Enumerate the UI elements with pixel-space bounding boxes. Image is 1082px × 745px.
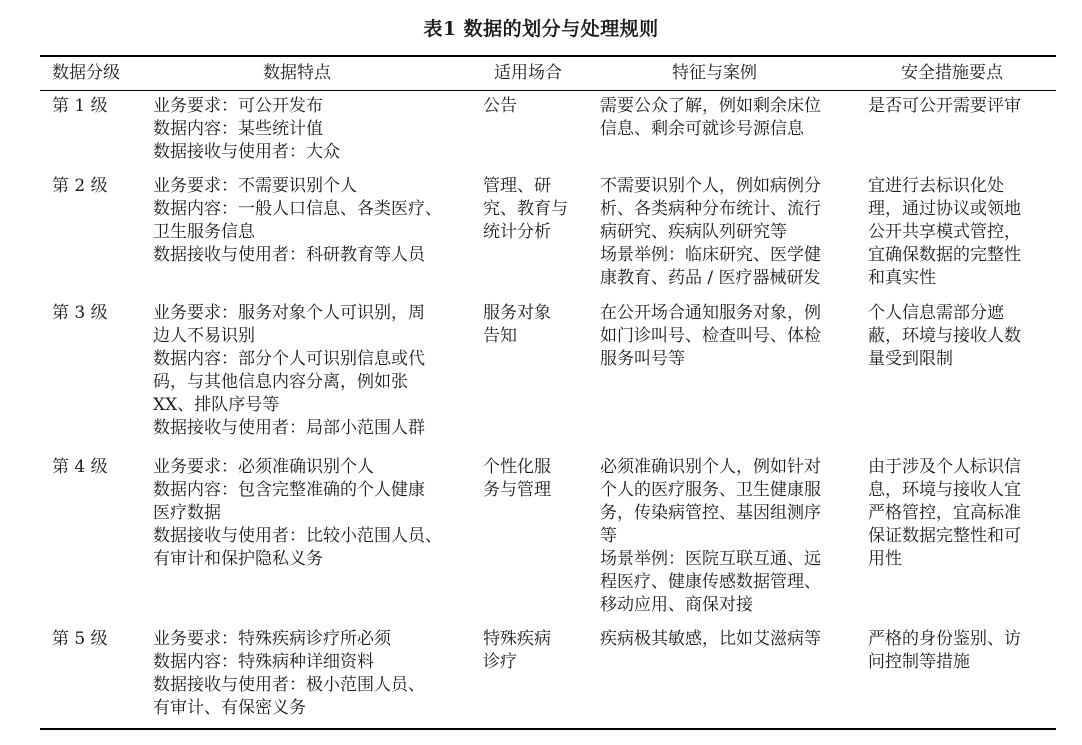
header-cases: 特征与案例 <box>672 63 757 83</box>
row-4-scenario-line: 务与管理 <box>483 480 551 500</box>
row-2-security <box>868 175 1021 290</box>
row-2-scenario-line: 究、教育与 <box>483 199 568 219</box>
row-5-features <box>153 628 425 720</box>
row-3-security-line: 个人信息需部分遮 <box>868 303 1004 323</box>
row-3-security-line: 蔽，环境与接收人数 <box>868 326 1021 346</box>
row-3-features-line: 业务要求：服务对象个人可识别，周 <box>153 303 425 323</box>
row-5-features-line: 数据接收与使用者：极小范围人员、 <box>153 675 425 695</box>
row-3-features-line: 码，与其他信息内容分离，例如张 <box>153 372 408 392</box>
row-3-cases <box>600 302 821 371</box>
row-5-security <box>868 628 1021 674</box>
row-1-cases-line: 需要公众了解，例如剩余床位 <box>600 96 821 116</box>
row-1-cases <box>600 95 821 141</box>
row-2-features-line: 卫生服务信息 <box>153 222 255 242</box>
row-3-level: 第 3 级 <box>52 303 108 323</box>
row-2-scenario <box>483 175 568 244</box>
row-4-features <box>153 456 442 571</box>
row-4-features-line: 医疗数据 <box>153 503 221 523</box>
row-2-security-line: 宜进行去标识化处 <box>868 176 1004 196</box>
row-1-security-line: 是否可公开需要评审 <box>868 96 1021 116</box>
row-4-scenario <box>483 456 551 502</box>
row-4-features-line: 业务要求：必须准确识别个人 <box>153 457 374 477</box>
row-5-features-line: 数据内容：特殊病种详细资料 <box>153 652 374 672</box>
row-1-features <box>153 95 340 164</box>
row-4-features-line: 数据内容：包含完整准确的个人健康 <box>153 480 425 500</box>
row-4-cases-line: 个人的医疗服务、卫生健康服 <box>600 480 821 500</box>
row-4-security-line: 由于涉及个人标识信 <box>868 457 1021 477</box>
row-3-features-line: 数据接收与使用者：局部小范围人群 <box>153 418 425 438</box>
row-2-scenario-line: 统计分析 <box>483 222 551 242</box>
row-3-features-line: 数据内容：部分个人可识别信息或代 <box>153 349 425 369</box>
row-5-scenario-line: 特殊疾病 <box>483 629 551 649</box>
row-2-cases-line: 病研究、疾病队列研究等 <box>600 222 787 242</box>
header-level: 数据分级 <box>52 63 120 83</box>
row-2-security-line: 和真实性 <box>868 268 936 288</box>
row-2-security-line: 理，通过协议或领地 <box>868 199 1021 219</box>
row-5-features-line: 有审计、有保密义务 <box>153 698 306 718</box>
row-3-cases-line: 在公开场合通知服务对象，例 <box>600 303 821 323</box>
table-title: 表1 数据的划分与处理规则 <box>423 18 659 40</box>
row-5-security-line: 问控制等措施 <box>868 652 970 672</box>
row-5-security-line: 严格的身份鉴别、访 <box>868 629 1021 649</box>
row-1-cases-line: 信息、剩余可就诊号源信息 <box>600 119 804 139</box>
row-2-security-line: 宜确保数据的完整性 <box>868 245 1021 265</box>
row-5-level: 第 5 级 <box>52 629 108 649</box>
row-4-security-line: 保证数据完整性和可 <box>868 526 1021 546</box>
row-4-cases-line: 等 <box>600 526 617 546</box>
row-2-features-line: 数据接收与使用者：科研教育等人员 <box>153 245 425 265</box>
row-2-cases-line: 不需要识别个人，例如病例分 <box>600 176 821 196</box>
row-4-security-line: 用性 <box>868 549 902 569</box>
row-4-cases-line: 程医疗、健康传感数据管理、 <box>600 572 821 592</box>
header-scenario: 适用场合 <box>494 63 562 83</box>
header-rule <box>40 90 1056 91</box>
row-2-cases <box>600 175 821 290</box>
row-4-security-line: 息，环境与接收人宜 <box>868 480 1021 500</box>
header-features: 数据特点 <box>263 63 331 83</box>
row-3-scenario <box>483 302 551 348</box>
row-3-features-line: 边人不易识别 <box>153 326 255 346</box>
row-1-scenario <box>483 95 517 118</box>
row-5-scenario <box>483 628 551 674</box>
row-3-cases-line: 如门诊叫号、检查叫号、体检 <box>600 326 821 346</box>
row-1-level: 第 1 级 <box>52 96 108 116</box>
row-2-level: 第 2 级 <box>52 176 108 196</box>
row-4-security <box>868 456 1021 571</box>
row-4-cases-line: 移动应用、商保对接 <box>600 595 753 615</box>
row-4-features-line: 有审计和保护隐私义务 <box>153 549 323 569</box>
row-1-security <box>868 95 1021 118</box>
row-5-scenario-line: 诊疗 <box>483 652 517 672</box>
row-3-cases-line: 服务叫号等 <box>600 349 685 369</box>
row-3-security-line: 量受到限制 <box>868 349 953 369</box>
table-bottom-rule <box>40 728 1056 730</box>
row-5-cases-line: 疾病极其敏感，比如艾滋病等 <box>600 629 821 649</box>
row-5-features-line: 业务要求：特殊疾病诊疗所必须 <box>153 629 391 649</box>
row-3-security <box>868 302 1021 371</box>
row-1-features-line: 数据内容：某些统计值 <box>153 119 323 139</box>
row-2-cases-line: 析、各类病种分布统计、流行 <box>600 199 821 219</box>
row-2-security-line: 公开共享模式管控， <box>868 222 1021 242</box>
row-3-scenario-line: 告知 <box>483 326 517 346</box>
row-4-security-line: 严格管控，宜高标准 <box>868 503 1021 523</box>
row-1-scenario-line: 公告 <box>483 96 517 116</box>
row-4-level: 第 4 级 <box>52 457 108 477</box>
header-security: 安全措施要点 <box>901 63 1003 83</box>
row-1-features-line: 业务要求：可公开发布 <box>153 96 323 116</box>
table-top-rule <box>40 55 1056 57</box>
row-4-scenario-line: 个性化服 <box>483 457 551 477</box>
row-2-cases-line: 康教育、药品 / 医疗器械研发 <box>600 268 821 288</box>
row-3-features-line: XX、排队序号等 <box>153 395 280 415</box>
row-4-cases-line: 务，传染病管控、基因组测序 <box>600 503 821 523</box>
row-4-cases-line: 必须准确识别个人，例如针对 <box>600 457 821 477</box>
row-2-cases-line: 场景举例：临床研究、医学健 <box>600 245 821 265</box>
row-3-features <box>153 302 425 440</box>
row-4-cases <box>600 456 821 617</box>
row-4-cases-line: 场景举例：医院互联互通、远 <box>600 549 821 569</box>
row-3-scenario-line: 服务对象 <box>483 303 551 323</box>
row-2-features-line: 业务要求：不需要识别个人 <box>153 176 357 196</box>
row-1-features-line: 数据接收与使用者：大众 <box>153 142 340 162</box>
row-2-scenario-line: 管理、研 <box>483 176 551 196</box>
row-4-features-line: 数据接收与使用者：比较小范围人员、 <box>153 526 442 546</box>
row-2-features <box>153 175 442 267</box>
row-5-cases <box>600 628 821 651</box>
row-2-features-line: 数据内容：一般人口信息、各类医疗、 <box>153 199 442 219</box>
